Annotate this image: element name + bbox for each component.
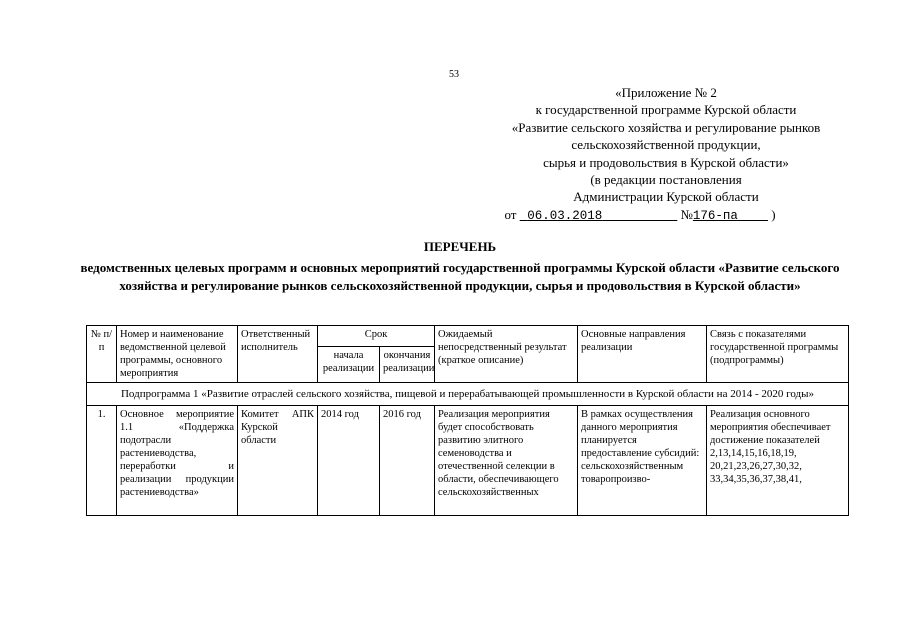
number-label: №: [680, 206, 693, 222]
row-link: Реализация основного мероприятия обеспечивает достижение показателей 2,13,14,15,16,18,19, 20,21,23,26,27,30,32, 33,34,35,36,37,38,41,: [707, 406, 849, 516]
closing-paren: ): [771, 206, 776, 222]
resolution-number: 176-па: [692, 208, 738, 223]
appendix-date-line: [430, 206, 902, 225]
subprogram-title: Подпрограмма 1 «Развитие отраслей сельского хозяйства, пищевой и перерабатывающей промышленности в Курской области на 2014 - 2020 годы»: [87, 383, 849, 406]
row-number: 1.: [87, 406, 117, 516]
appendix-line: к государственной программе Курской области: [535, 102, 797, 118]
row-end: 2016 год: [380, 406, 435, 516]
appendix-line: Администрации Курской области: [573, 189, 759, 205]
document-subtitle: ведомственных целевых программ и основных мероприятий государственной программы Курской области «Развитие сельского хозяйства и регулирование рынков сельскохозяйственной продукции, сырья и продовольствия в Курской области»: [80, 260, 840, 293]
header-term: Срок: [318, 326, 435, 347]
from-label: от: [504, 206, 517, 222]
resolution-date: 06.03.2018: [527, 208, 603, 223]
header-start: начала реализации: [318, 346, 380, 382]
appendix-line: «Развитие сельского хозяйства и регулирование рынков: [511, 119, 821, 135]
appendix-line: «Приложение № 2: [615, 85, 717, 100]
table-header-row: [87, 326, 849, 347]
row-direction: В рамках осуществления данного мероприятия планируется предоставление субсидий: сельскохозяйственным товаропроизво-: [578, 406, 707, 516]
row-name: Основное мероприятие 1.1 «Поддержка подотрасли растениеводства, переработки и реализации продукции растениеводства»: [117, 406, 238, 516]
row-start: 2014 год: [318, 406, 380, 516]
header-responsible: Ответственный исполнитель: [238, 326, 318, 383]
appendix-line: сырья и продовольствия в Курской области»: [543, 154, 789, 170]
header-number: № п/п: [87, 326, 117, 383]
document-title: ПЕРЕЧЕНЬ: [423, 239, 497, 254]
header-direction: Основные направления реализации: [578, 326, 707, 383]
appendix-line: сельскохозяйственной продукции,: [571, 137, 761, 153]
row-result: Реализация мероприятия будет способствовать развитию элитного семеноводства и отечественной селекции в области, обеспечивающего сельскохозяйственных: [435, 406, 578, 516]
subprogram-row: [87, 383, 849, 406]
table-row: [87, 406, 849, 516]
header-name: Номер и наименование ведомственной целевой программы, основного мероприятия: [117, 326, 238, 383]
page-number: 53: [449, 69, 459, 80]
appendix-line: (в редакции постановления: [590, 172, 742, 188]
header-result: Ожидаемый непосредственный результат (краткое описание): [435, 326, 578, 383]
header-end: окончания реализации: [380, 346, 435, 382]
appendix-header: [430, 84, 902, 225]
programs-table: [86, 325, 849, 516]
row-responsible: Комитет АПК Курской области: [238, 406, 318, 516]
header-link: Связь с показателями государственной программы (подпрограммы): [707, 326, 849, 383]
